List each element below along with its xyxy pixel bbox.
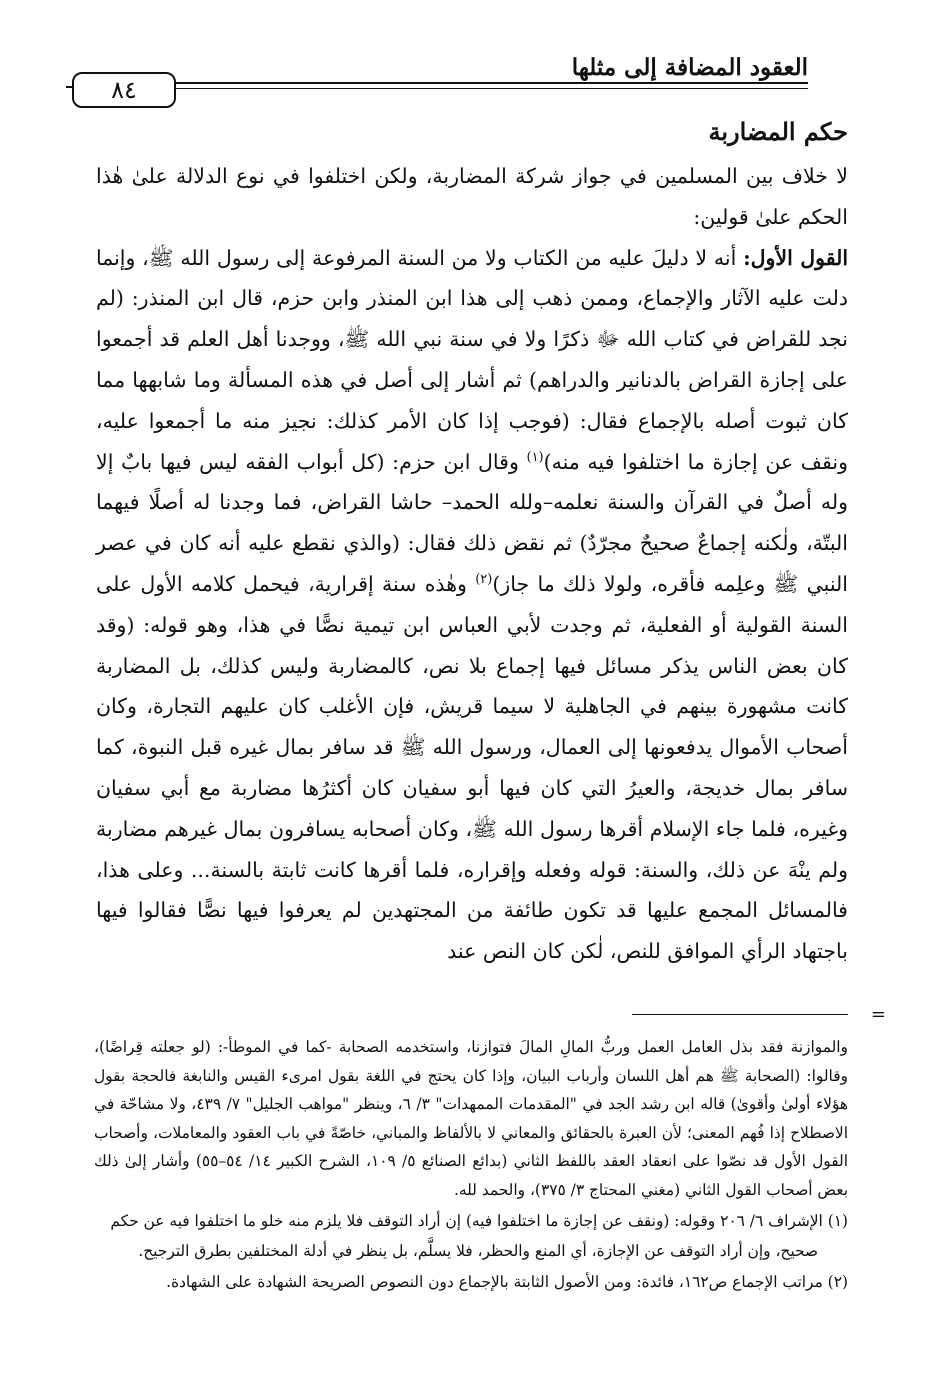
header-rule-thin <box>136 88 808 89</box>
footnote-continuation: والموازنة فقد بذل العامل العمل وربُّ المالِ المالَ فتوازنا، واستخدمه الصحابة -كما في الموطأ-: (لو جعلته قِراضًا)، وقالوا: (الصحابة ﷺ هم أهل اللسان وأرباب البيان، وإذا كان يحتج في اللغة بقول امرىء القيس والنابغة فالحجة بقول هؤلاء أولىٰ وأقوىٰ) قاله ابن رشد الجد في "المقدمات الممهدات" ٣/ ٦، وينظر "مواهب الجليل" ٧/ ٤٣٩، ولا مشاحّة في الاصطلاح إذا فُهم المعنى؛ لأن العبرة بالحقائق والمعاني لا بالألفاظ والمباني، خاصّةً في باب العقود والمعاملات، وأصحاب القول الأول قد نصّوا على انعقاد العقد باللفظ الثاني (بدائع الصنائع ٥/ ١٠٩، الشرح الكبير ١٤/ ٥٤–٥٥) وأشار إلىٰ ذلك بعض أصحاب القول الثاني (مغني المحتاج ٣/ ٣٧٥)، والحمد لله. <box>94 1038 849 1199</box>
page-number: ٨٤ <box>111 76 137 104</box>
opinion-label: القول الأول: <box>743 245 849 270</box>
footnote-ref-2[interactable]: (٢) <box>475 572 493 588</box>
paragraph-intro: لا خلاف بين المسلمين في جواز شركة المضاربة، ولكن اختلفوا في نوع الدلالة علىٰ هٰذا الحكم علىٰ قولين: <box>96 164 848 229</box>
footnote-ref-1[interactable]: (١) <box>526 449 544 465</box>
footnote-separator <box>632 1014 848 1015</box>
header-rule-thick <box>136 82 808 84</box>
paragraph-text: وهٰذه سنة إقرارية، فيحمل كلامه الأول على السنة القولية أو الفعلية، ثم وجدت لأبي العباس ابن تيمية نصًّا في هذا، وهو قوله: (وقد كان بعض الناس يذكر مسائل فيها إجماع بلا نص، كالمضاربة وليس كذلك، بل المضاربة كانت مشهورة بينهم في الجاهلية لا سيما قريش، فإن الأغلب كان عليهم التجارة، وكان أصحاب الأموال يدفعونها إلى العمال، ورسول الله ﷺ قد سافر بمال غيره قبل النبوة، كما سافر بمال خديجة، والعيرُ التي كان فيها أبو سفيان كان أكثرُها مضاربة مع أبي سفيان وغيره، فلما جاء الإسلام أقرها رسول الله ﷺ، وكان أصحابه يسافرون بمال غيرهم مضاربة ولم ينْهَ عن ذلك، والسنة: قوله وفعله وإقراره، فلما أقرها كانت ثابتة بالسنة... وعلى هذا، فالمسائل المجمع عليها قد تكون طائفة من المجتهدين لم يعرفوا فيها نصًّا فقالوا فيها باجتهاد الرأي الموافق للنص، لٰكن كان النص عند <box>96 571 848 964</box>
footnote-1-continued: صحيح، وإن أراد التوقف عن الإجازة، أي المنع والحظر، فلا يسلَّم، بل ينظر في أدلة المختلفين بطرق الترجيح. <box>138 1242 818 1261</box>
footnote-1: (١) الإشراف ٦/ ٢٠٦ وقوله: (ونقف عن إجازة ما اختلفوا فيه) إن أراد التوقف فلا يلزم منه خلو ما اختلفوا فيه عن حكم <box>110 1211 848 1230</box>
main-text <box>96 156 848 972</box>
paragraph-text: أنه لا دليلَ عليه من الكتاب ولا من السنة المرفوعة إلى رسول الله ﷺ، وإنما دلت عليه الآثار والإجماع، وممن ذهب إلى هذا ابن المنذر وابن حزم، قال ابن المنذر: (لم نجد للقراض في كتاب الله ﷻ ذكرًا ولا في سنة نبي الله ﷺ، ووجدنا أهل العلم قد أجمعوا على إجازة القراض بالدنانير والدراهم) ثم أشار إلى أصل في هذه المسألة وما شابهها مما كان ثبوت أصله بالإجماع فقال: (فوجب إذا كان الأمر كذلك: نجيز منه ما أجمعوا عليه، ونقف عن إجازة ما اختلفوا فيه منه) <box>96 245 848 474</box>
section-heading: حكم المضاربة <box>708 117 848 146</box>
running-title: العقود المضافة إلى مثلها <box>571 54 808 81</box>
page-number-box <box>72 72 176 108</box>
paragraph-text: وقال ابن حزم: (كل أبواب الفقه ليس فيها بابٌ إلا وله أصلٌ في القرآن والسنة نعلمه–ولله الحمد– حاشا القراض، فما وجدنا له أصلًا فيهما البتّة، ولٰكنه إجماعٌ صحيحٌ مجرّدٌ) ثم نقض ذلك فقال: (والذي نقطع عليه أنه كان في عصر النبي ﷺ وعلِمه فأقره، ولولا ذلك ما جاز) <box>96 449 848 596</box>
paragraph-first-opinion <box>96 238 848 972</box>
footnotes <box>94 1033 848 1298</box>
footnote-continuation-mark: = <box>870 1004 886 1025</box>
footnote-2: (٢) مراتب الإجماع ص١٦٢، فائدة: ومن الأصول الثابتة بالإجماع دون النصوص الصريحة الشهادة على الشهادة. <box>166 1272 848 1291</box>
